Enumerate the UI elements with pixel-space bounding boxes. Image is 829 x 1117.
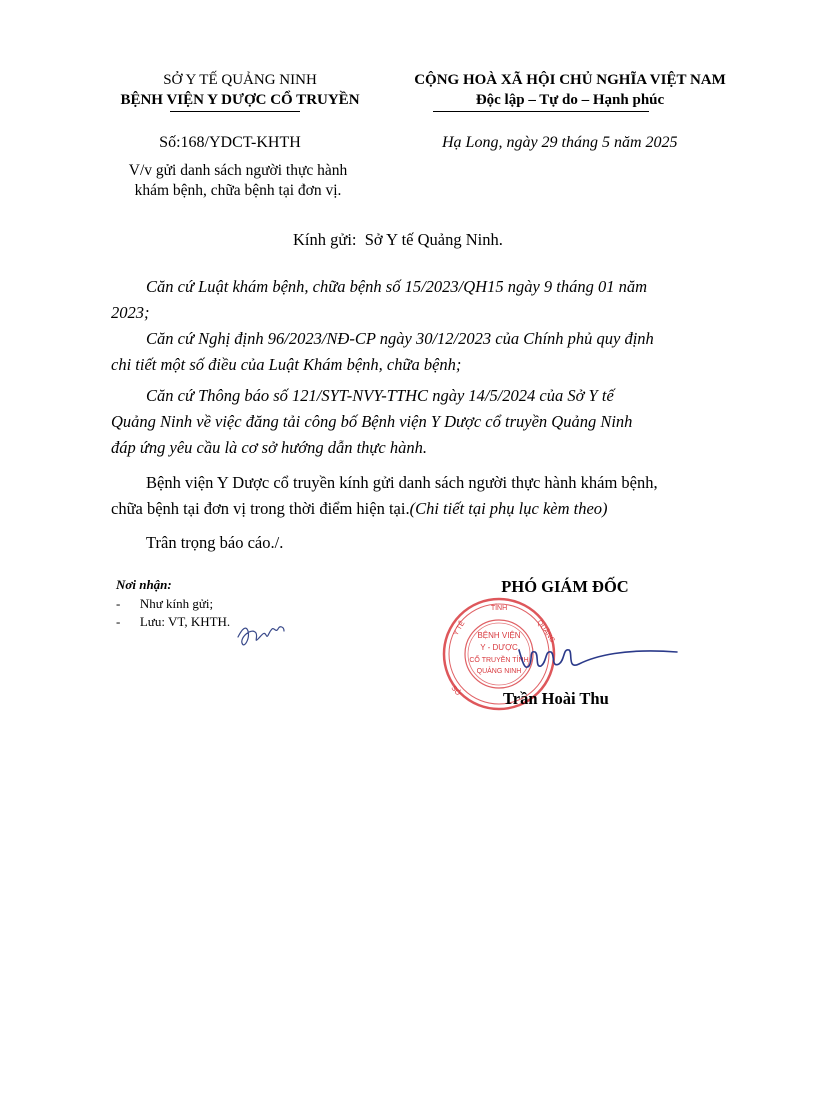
recipients-item-1-text: Như kính gửi; — [139, 596, 214, 611]
recipient-label: Kính gửi: — [293, 230, 357, 249]
handwritten-signature — [505, 630, 685, 680]
seal-line-2: Y - DƯỢC — [480, 643, 518, 652]
signer-name: Trần Hoài Thu — [503, 689, 609, 708]
motto-underline — [433, 111, 649, 112]
seal-line-1: BỆNH VIỆN — [477, 631, 521, 640]
issuer-parent-org: SỞ Y TẾ QUẢNG NINH — [163, 72, 317, 88]
content-line-2-text: chữa bệnh tại đơn vị trong thời điểm hiện tại. — [111, 499, 410, 518]
seal-ring-top: TỈNH — [490, 605, 508, 612]
document-number: Số:168/YDCT-KHTH — [159, 134, 301, 151]
legal-basis-1-line-1: Căn cứ Luật khám bệnh, chữa bệnh số 15/2023/QH15 ngày 9 tháng 01 năm — [146, 277, 648, 296]
date-place: Hạ Long, ngày 29 tháng 5 năm 2025 — [442, 134, 678, 151]
issuer-org: BỆNH VIỆN Y DƯỢC CỔ TRUYỀN — [120, 92, 360, 108]
content-line-2-note: (Chi tiết tại phụ lục kèm theo) — [409, 499, 608, 518]
legal-basis-2-line-1: Căn cứ Nghị định 96/2023/NĐ-CP ngày 30/12/2023 của Chính phủ quy định — [146, 329, 654, 348]
national-motto: Độc lập – Tự do – Hạnh phúc — [475, 92, 665, 108]
content-line-2 — [111, 496, 608, 522]
legal-basis-3-line-3: đáp ứng yêu cầu là cơ sở hướng dẫn thực hành. — [111, 438, 427, 457]
subject-line-2: khám bệnh, chữa bệnh tại đơn vị. — [134, 182, 342, 199]
legal-basis-1-line-2: 2023; — [111, 303, 150, 322]
issuer-underline — [170, 111, 300, 112]
seal-line-3: CỔ TRUYỀN TỈNH — [469, 657, 529, 664]
recipient-line — [293, 230, 503, 250]
signer-title: PHÓ GIÁM ĐỐC — [501, 577, 629, 596]
recipients-item-2-text: Lưu: VT, KHTH. — [139, 614, 231, 629]
recipients-item-2: - Lưu: VT, KHTH. — [116, 614, 231, 629]
legal-basis-1 — [146, 274, 714, 300]
recipients-title: Nơi nhận: — [116, 577, 172, 592]
seal-ring-left: Y TẾ — [452, 620, 467, 637]
recipient-name: Sở Y tế Quảng Ninh. — [364, 230, 503, 249]
initials-scribble — [232, 615, 292, 655]
closing-line: Trân trọng báo cáo./. — [146, 533, 284, 552]
national-title: CỘNG HOÀ XÃ HỘI CHỦ NGHĨA VIỆT NAM — [414, 72, 726, 88]
seal-line-4: QUẢNG NINH — [476, 668, 522, 675]
legal-basis-2-line-2: chi tiết một số điều của Luật Khám bệnh, chữa bệnh; — [111, 355, 462, 374]
seal-ring-right: QUẢNG — [535, 619, 556, 645]
legal-basis-3-line-2: Quảng Ninh về việc đăng tải công bố Bệnh viện Y Dược cổ truyền Quảng Ninh — [111, 412, 633, 431]
subject-line-1: V/v gửi danh sách người thực hành — [128, 162, 348, 179]
seal-ring-bottom: SỞ — [449, 684, 462, 698]
legal-basis-3-line-1: Căn cứ Thông báo số 121/SYT-NVY-TTHC ngày 14/5/2024 của Sở Y tế — [146, 386, 614, 405]
recipients-item-1: - Như kính gửi; — [116, 596, 214, 611]
content-line-1: Bệnh viện Y Dược cổ truyền kính gửi danh sách người thực hành khám bệnh, — [146, 473, 658, 492]
